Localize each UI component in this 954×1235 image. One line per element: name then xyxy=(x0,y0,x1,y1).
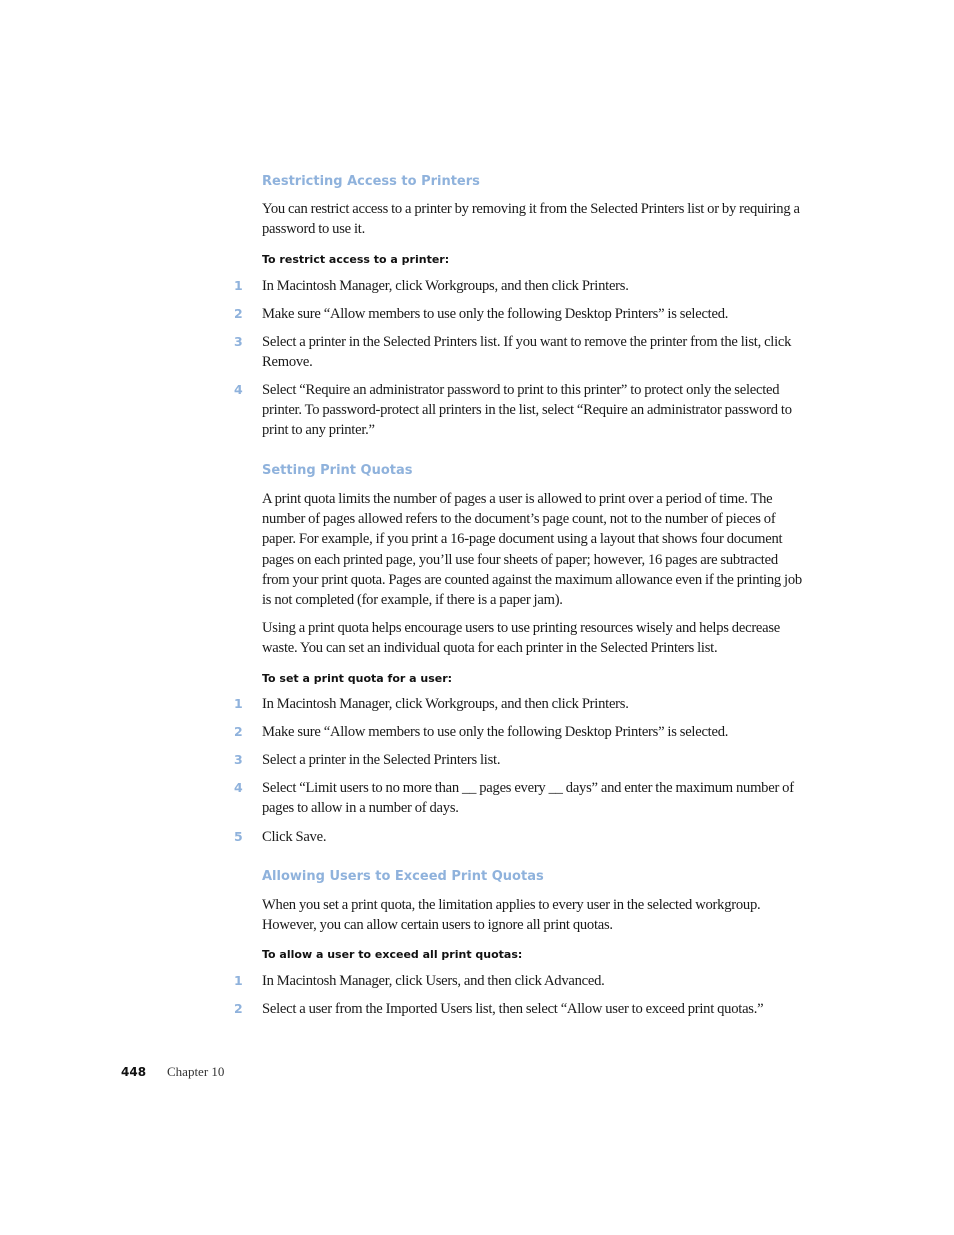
step-number: 4 xyxy=(234,382,243,397)
page-number: 448 xyxy=(121,1065,147,1079)
step-number: 2 xyxy=(234,306,243,321)
step-number: 3 xyxy=(234,752,243,767)
step-text: Make sure “Allow members to use only the following Desktop Printers” is selected. xyxy=(262,724,729,740)
step-text: Select a printer in the Selected Printers list. xyxy=(262,752,501,768)
step-number: 5 xyxy=(234,829,243,844)
step-text: In Macintosh Manager, click Users, and then click Advanced. xyxy=(262,973,605,989)
section-heading-exceed-quotas: Allowing Users to Exceed Print Quotas xyxy=(262,869,544,884)
paragraph: You can restrict access to a printer by removing it from the Selected Printers list or by requiring a password to use it. xyxy=(262,201,800,238)
paragraph: When you set a print quota, the limitation applies to every user in the selected workgroup. However, you can allow certain users to ignore all print quotas. xyxy=(262,897,761,934)
procedure-title: To set a print quota for a user: xyxy=(262,672,453,685)
step-number: 2 xyxy=(234,1001,243,1016)
step-number: 1 xyxy=(234,973,243,988)
procedure-title: To allow a user to exceed all print quotas: xyxy=(262,948,523,961)
paragraph: A print quota limits the number of pages a user is allowed to print over a period of time. The number of pages allowed refers to the document’s page count, not to the number of pieces of paper. For example, if you print a 16-page document using a layout that shows four document pages on each printed page, you’ll use four sheets of paper; however, 16 pages are subtracted from your print quota. Pages are counted against the maximum allowance even if the printing job is not completed (for example, if there is a paper jam). xyxy=(262,491,802,609)
step-text: Select “Limit users to no more than __ pages every __ days” and enter the maximum number of pages to allow in a number of days. xyxy=(262,780,794,817)
step-number: 4 xyxy=(234,780,243,795)
step-number: 1 xyxy=(234,278,243,293)
step-number: 2 xyxy=(234,724,243,739)
step-text: In Macintosh Manager, click Workgroups, and then click Printers. xyxy=(262,278,629,294)
procedure-title: To restrict access to a printer: xyxy=(262,253,450,266)
step-text: Select “Require an administrator password to print to this printer” to protect only the selected printer. To password-protect all printers in the list, select “Require an administrator password to print to any printer.” xyxy=(262,382,792,439)
step-text: Select a printer in the Selected Printers list. If you want to remove the printer from the list, click Remove. xyxy=(262,334,792,371)
step-number: 1 xyxy=(234,696,243,711)
step-text: Make sure “Allow members to use only the following Desktop Printers” is selected. xyxy=(262,306,729,322)
step-text: Select a user from the Imported Users list, then select “Allow user to exceed print quotas.” xyxy=(262,1001,764,1017)
paragraph: Using a print quota helps encourage users to use printing resources wisely and helps decrease waste. You can set an individual quota for each printer in the Selected Printers list. xyxy=(262,620,781,657)
chapter-label: Chapter 10 xyxy=(167,1064,225,1079)
section-heading-print-quotas: Setting Print Quotas xyxy=(262,463,413,478)
step-text: Click Save. xyxy=(262,829,327,845)
section-heading-restricting-access: Restricting Access to Printers xyxy=(262,174,480,189)
step-text: In Macintosh Manager, click Workgroups, and then click Printers. xyxy=(262,696,629,712)
step-number: 3 xyxy=(234,334,243,349)
